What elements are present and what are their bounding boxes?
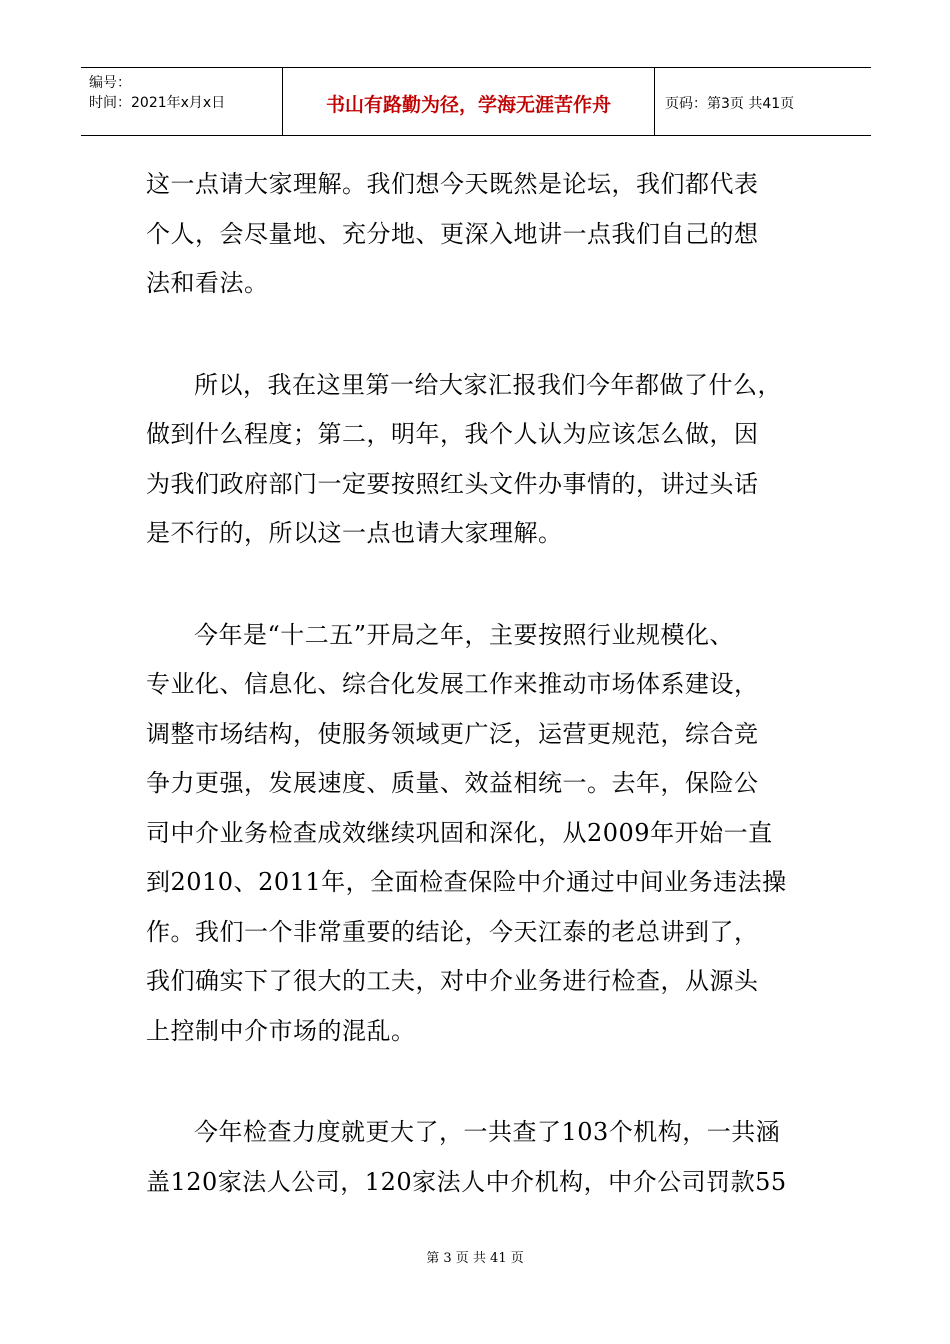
text-line: 是不行的，所以这一点也请大家理解。 bbox=[146, 519, 563, 547]
document-body bbox=[146, 160, 806, 1259]
text-line: 法和看法。 bbox=[146, 269, 269, 297]
time-label: 时间：2021年x月x日 bbox=[89, 95, 226, 111]
text-line: 作。我们一个非常重要的结论，今天江泰的老总讲到了， bbox=[146, 917, 759, 946]
text-line: 盖120家法人公司，120家法人中介机构，中介公司罚款55 bbox=[146, 1167, 787, 1196]
page-footer: 第 3 页 共 41 页 bbox=[426, 1251, 524, 1266]
text-line: 我们确实下了很大的工夫，对中介业务进行检查，从源头 bbox=[146, 967, 759, 995]
text-line: 这一点请大家理解。我们想今天既然是论坛，我们都代表 bbox=[146, 170, 759, 198]
paragraph bbox=[146, 611, 806, 1057]
text-line: 到2010、2011年，全面检查保险中介通过中间业务违法操 bbox=[146, 868, 787, 896]
paragraph bbox=[146, 160, 806, 309]
text-line: 为我们政府部门一定要按照红头文件办事情的，讲过头话 bbox=[146, 469, 759, 498]
paragraph bbox=[146, 1108, 806, 1207]
text-line: 今年是“十二五”开局之年，主要按照行业规模化、 bbox=[194, 620, 735, 649]
page-info: 页码：第3页 共41页 bbox=[665, 96, 795, 112]
text-line: 今年检查力度就更大了，一共查了103个机构，一共涵 bbox=[194, 1118, 781, 1146]
header-meta-cell bbox=[81, 68, 283, 135]
paragraph bbox=[146, 361, 806, 559]
header-motto-cell bbox=[283, 68, 655, 135]
text-line: 做到什么程度；第二，明年，我个人认为应该怎么做，因 bbox=[146, 420, 759, 448]
header-page-cell bbox=[655, 68, 871, 135]
text-line: 争力更强，发展速度、质量、效益相统一。去年，保险公 bbox=[146, 769, 759, 797]
text-line: 调整市场结构，使服务领域更广泛，运营更规范，综合竞 bbox=[146, 719, 759, 748]
text-line: 个人，会尽量地、充分地、更深入地讲一点我们自己的想 bbox=[146, 219, 759, 248]
motto-text: 书山有路勤为径，学海无涯苦作舟 bbox=[325, 94, 611, 116]
text-line: 上控制中介市场的混乱。 bbox=[146, 1016, 416, 1045]
text-line: 司中介业务检查成效继续巩固和深化，从2009年开始一直 bbox=[146, 818, 773, 847]
text-line: 所以，我在这里第一给大家汇报我们今年都做了什么， bbox=[194, 370, 782, 399]
text-line: 专业化、信息化、综合化发展工作来推动市场体系建设， bbox=[146, 670, 759, 698]
document-header bbox=[81, 67, 871, 136]
number-label: 编号： bbox=[89, 75, 131, 91]
